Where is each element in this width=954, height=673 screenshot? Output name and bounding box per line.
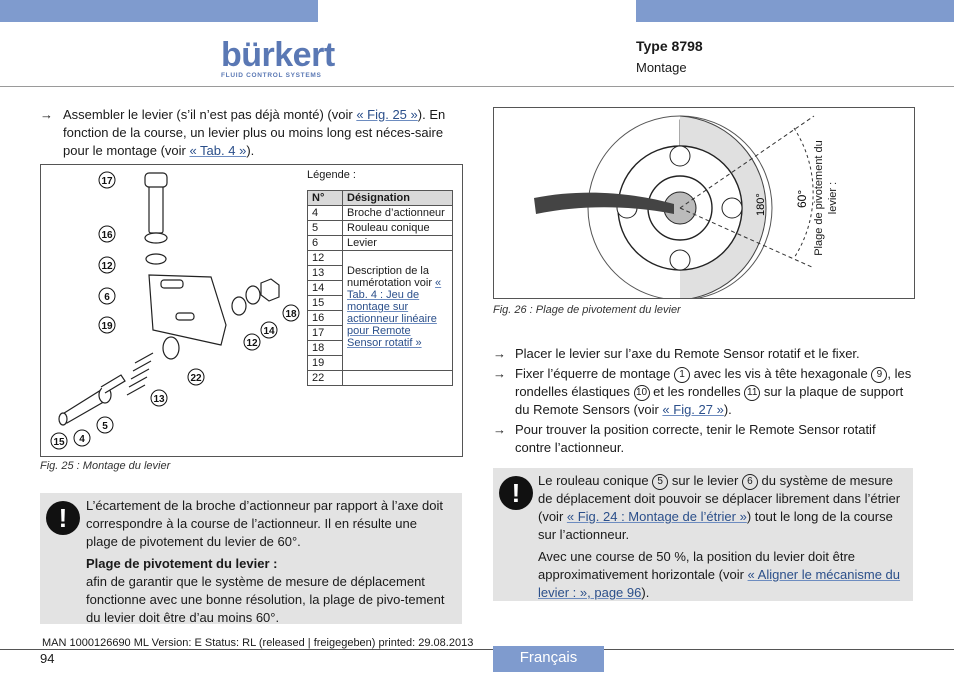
svg-text:18: 18 xyxy=(285,309,297,320)
note-box-right xyxy=(493,468,913,601)
section-title: Montage xyxy=(636,60,687,75)
svg-text:13: 13 xyxy=(153,394,165,405)
legend-title: Légende : xyxy=(307,169,356,181)
fig25-caption: Fig. 25 : Montage du levier xyxy=(40,460,171,472)
link-tab4-jeu[interactable]: « Tab. 4 : Jeu de montage sur actionneur linéaire pour Remote Sensor rotatif » xyxy=(347,277,442,349)
pivot-range-drawing xyxy=(494,108,914,298)
language-tab[interactable]: Français xyxy=(493,646,604,672)
label-5 xyxy=(97,417,113,433)
note-text: L’écartement de la broche d’actionneur par rapport à l’axe doit correspondre à la course de l’actionneur. Il en résulte une plage de pivotement du levier de 60°. xyxy=(86,498,443,549)
legend-row: 18 xyxy=(308,341,453,356)
legend-table xyxy=(307,190,453,386)
arrow-icon: → xyxy=(493,366,506,381)
svg-text:16: 16 xyxy=(101,230,113,241)
legend-row: 12 Description de la numérotation voir « Tab. 4 : Jeu de montage sur actionneur linéaire pour Remote Sensor rotatif » xyxy=(308,251,453,266)
link-fig24[interactable]: « Fig. 24 : Montage de l’étrier » xyxy=(566,509,747,524)
lever-exploded-drawing xyxy=(41,165,306,456)
link-fig27[interactable]: « Fig. 27 » xyxy=(662,402,724,417)
legend-header-designation: Désignation xyxy=(343,191,453,206)
svg-text:12: 12 xyxy=(246,338,258,349)
label-13 xyxy=(151,390,167,406)
svg-text:12: 12 xyxy=(101,261,113,272)
note-bold-title: Plage de pivotement du levier : xyxy=(86,556,278,571)
header-band-left xyxy=(0,0,318,22)
print-meta: MAN 1000126690 ML Version: E Status: RL (released | freigegeben) printed: 29.08.2013 xyxy=(42,637,474,649)
legend-row: 6 Levier xyxy=(308,236,453,251)
note-text-2: afin de garantir que le système de mesure de déplacement fonctionne avec une bonne résolution, la plage de pivo-tement du levier doit être d’au moins 60°. xyxy=(86,574,445,625)
header-rule xyxy=(0,86,954,87)
label-15 xyxy=(51,433,67,449)
header-band-right xyxy=(636,0,954,22)
label-19 xyxy=(99,317,115,333)
assembly-instruction: → Assembler le levier (s’il n’est pas déjà monté) (voir « Fig. 25 »). En fonction de la course, un levier plus ou moins long est néces-saire pour le montage (voir « Tab. 4 »). xyxy=(40,107,446,158)
legend-row: 15 xyxy=(308,296,453,311)
label-18 xyxy=(283,305,299,321)
svg-text:17: 17 xyxy=(101,176,113,187)
legend-row: 19 xyxy=(308,356,453,371)
angle-180: 180° xyxy=(755,193,767,216)
svg-text:5: 5 xyxy=(102,421,108,432)
legend-row: 17 xyxy=(308,326,453,341)
label-4 xyxy=(74,430,90,446)
link-fig25[interactable]: « Fig. 25 » xyxy=(356,107,418,122)
svg-text:15: 15 xyxy=(53,437,65,448)
svg-text:14: 14 xyxy=(263,326,275,337)
note-text: Le rouleau conique 5 sur le levier 6 du système de mesure de déplacement doit pouvoir se déplacer librement dans l’étrier (voir « Fig. 24 : Montage de l’étrier ») tout le long de la course sur l’actionneur. xyxy=(538,473,901,542)
label-17 xyxy=(99,172,115,188)
legend-row: 13 xyxy=(308,266,453,281)
link-tab4[interactable]: « Tab. 4 » xyxy=(189,143,247,158)
label-6 xyxy=(99,288,115,304)
warning-icon: ! xyxy=(46,501,80,535)
legend-group-desc: Description de la numérotation voir « Tab. 4 : Jeu de montage sur actionneur linéaire pour Remote Sensor rotatif » xyxy=(343,251,453,371)
figure-26 xyxy=(493,107,915,299)
label-16 xyxy=(99,226,115,242)
legend-row: 16 xyxy=(308,311,453,326)
svg-text:22: 22 xyxy=(190,373,202,384)
step-list xyxy=(493,345,913,457)
note-text-2: Avec une course de 50 %, la position du levier doit être approximativement horizontale (voir « Aligner le mécanisme du levier : », page 96). xyxy=(538,549,901,600)
angle-60: 60° xyxy=(795,189,809,208)
page-number: 94 xyxy=(40,651,55,666)
figure-25 xyxy=(40,164,463,457)
legend-row: 22 xyxy=(308,371,453,386)
arrow-icon: → xyxy=(493,422,506,437)
step-1: → Placer le levier sur l’axe du Remote Sensor rotatif et le fixer. xyxy=(493,346,860,361)
step-3: → Pour trouver la position correcte, tenir le Remote Sensor rotatif contre l’actionneur. xyxy=(493,422,876,455)
step-2: → Fixer l’équerre de montage 1 avec les vis à tête hexagonale 9 , les rondelles élastiques 10 et les rondelles 11 sur la plaque de support du Remote Sensors (voir « Fig. 27 »). xyxy=(493,366,912,417)
label-12 xyxy=(99,257,115,273)
legend-header-no: N° xyxy=(308,191,343,206)
svg-text:4: 4 xyxy=(79,434,85,445)
burkert-logo: bürkert FLUID CONTROL SYSTEMS xyxy=(221,36,335,79)
arrow-icon: → xyxy=(493,346,506,361)
fig26-caption: Fig. 26 : Plage de pivotement du levier xyxy=(493,304,681,316)
svg-text:19: 19 xyxy=(101,321,113,332)
legend-row: 5 Rouleau conique xyxy=(308,221,453,236)
pivot-label: Plage de pivotement du levier : xyxy=(813,140,839,256)
label-12b xyxy=(244,334,260,350)
label-22 xyxy=(188,369,204,385)
legend-row: 14 xyxy=(308,281,453,296)
footer-rule xyxy=(0,649,954,650)
svg-text:6: 6 xyxy=(104,292,110,303)
warning-icon: ! xyxy=(499,476,533,510)
arrow-icon: → xyxy=(40,107,53,122)
label-14 xyxy=(261,322,277,338)
note-box-left xyxy=(40,493,462,624)
legend-row: 4 Broche d’actionneur xyxy=(308,206,453,221)
link-page96[interactable]: « Aligner le mécanisme du levier : », page 96 xyxy=(538,567,901,600)
doc-type: Type 8798 xyxy=(636,38,703,54)
